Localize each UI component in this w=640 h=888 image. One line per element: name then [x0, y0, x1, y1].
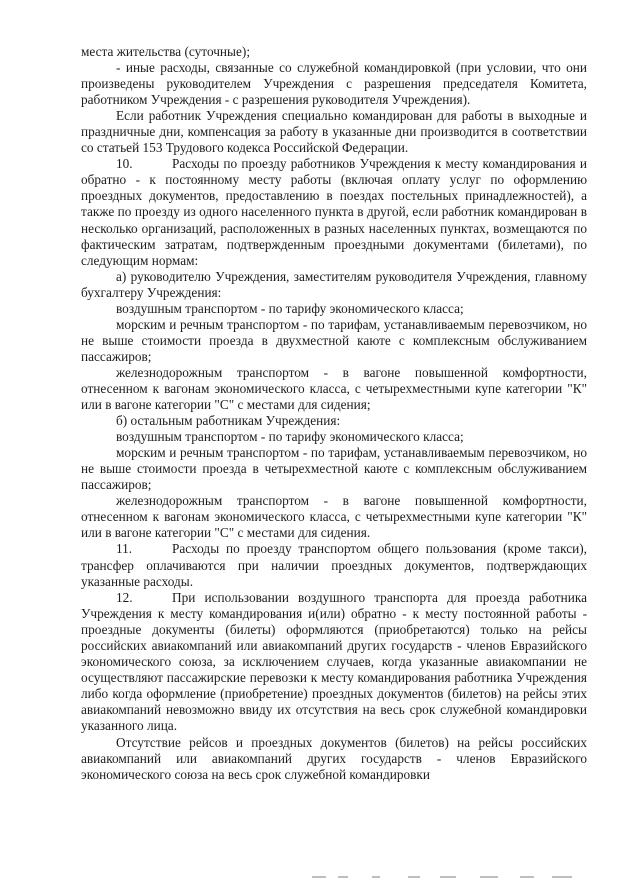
paragraph-12-absence: Отсутствие рейсов и проездных документов (билетов) на рейсы российских авиакомпаний или авиакомпаний других государств - членов Евразийского экономического союза на весь срок служебной командировки: [81, 735, 587, 783]
scan-artifact-marks: [290, 876, 590, 882]
clause-number: 11.: [116, 541, 133, 557]
paragraph-other-expenses: - иные расходы, связанные со служебной командировкой (при условии, что они произведены руководителем Учреждения с разрешения председателя Комитета, работником Учреждения - с разрешения руководителя Учреждения).: [81, 60, 587, 108]
paragraph-10b-air: воздушным транспортом - по тарифу экономического класса;: [116, 429, 464, 445]
paragraph-weekend: Если работник Учреждения специально командирован для работы в выходные и праздничные дни, компенсация за работу в указанные дни производится в соответствии со статьей 153 Трудового кодекса Российской Федерации.: [81, 108, 587, 156]
paragraph-10b-rail: железнодорожным транспортом - в вагоне повышенной комфортности, отнесенном к вагонам экономического класса, с четырехместными купе категории "К" или в вагоне категории "С" с местами для сидения.: [81, 493, 587, 541]
paragraph-10a: а) руководителю Учреждения, заместителям руководителя Учреждения, главному бухгалтеру Учреждения:: [81, 268, 587, 300]
paragraph-10a-rail: железнодорожным транспортом - в вагоне повышенной комфортности, отнесенном к вагонам экономического класса, с четырехместными купе категории "К" или в вагоне категории "С" с местами для сидения;: [81, 364, 587, 413]
paragraph-cont-1: места жительства (суточные);: [81, 44, 251, 59]
paragraph-10: 10. Расходы по проезду работников Учреждения к месту командирования и обратно - к постоянному месту работы (включая оплату услуг по оформлению проездных документов, предоставлению в поездах постельных принадлежностей), а также по проезду из одного населенного пункта в другой, если работник командирован в несколько организаций, расположенных в разных населенных пунктах, возмещаются по фактическим затратам, подтвержденным проездными документами (билетами), по следующим нормам:: [81, 156, 587, 268]
paragraph-11: 11. Расходы по проезду транспортом общего пользования (кроме такси), трансфер оплачиваются при наличии проездных документов, подтверждающих указанные расходы.: [81, 541, 587, 589]
paragraph-12: 12. При использовании воздушного транспорта для проезда работника Учреждения к месту командирования и(или) обратно - к месту постоянной работы - проездные документы (билеты) оформляются (приобретаются) только на рейсы российских авиакомпаний или авиакомпаний других государств - членов Евразийского экономического союза, за исключением случаев, когда указанные авиакомпании не осуществляют пассажирские перевозки к месту командирования работника Учреждения либо когда оформление (приобретение) проездных документов (билетов) на рейсы этих авиакомпаний невозможно ввиду их отсутствия на весь срок служебной командировки указанного лица.: [81, 589, 587, 733]
paragraph-10b-sea: морским и речным транспортом - по тарифам, устанавливаемым перевозчиком, но не выше стоимости проезда в четырехместной каюте с комплексным обслуживанием пассажиров;: [81, 445, 587, 493]
paragraph-10b: б) остальным работникам Учреждения:: [116, 413, 341, 429]
paragraph-10a-sea: морским и речным транспортом - по тарифам, устанавливаемым перевозчиком, но не выше стоимости проезда в двухместной каюте с комплексным обслуживанием пассажиров;: [81, 316, 587, 364]
paragraph-10a-air: воздушным транспортом - по тарифу экономического класса;: [116, 300, 464, 316]
document-page: [81, 44, 587, 783]
clause-number: 10.: [116, 156, 133, 172]
clause-number: 12.: [116, 589, 133, 605]
